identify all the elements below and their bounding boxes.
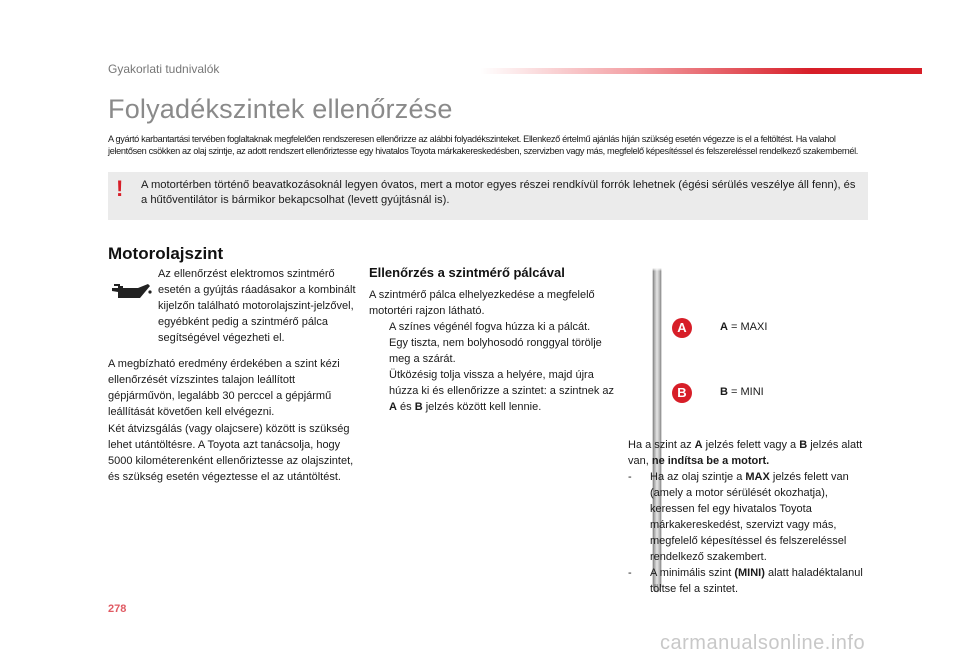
marker-b-badge: B — [672, 383, 692, 403]
level-instructions — [628, 437, 864, 597]
list-item — [369, 335, 619, 367]
motor-paragraph-2: A megbízható eredmény érdekében a szint kézi ellenőrzését vízszintes talajon leállított gépjárművön, legalább 30 perccel a gépjármű leállítását követően kell elvégezni. — [108, 358, 340, 418]
bullet-mark — [369, 367, 389, 415]
warning-text: A motortérben történő beavatkozásoknál legyen óvatos, mert a motor egyes részei rendkívül forrók lehetnek (égési sérülés veszélye áll fenn), és a hűtőventilátor is bármikor bekapcsolhat (levett gyújtásnál is). — [141, 179, 856, 206]
list-item — [628, 469, 864, 565]
section-label: Gyakorlati tudnivalók — [108, 62, 220, 76]
header-accent-bar — [480, 68, 922, 74]
dash-mark: - — [628, 567, 632, 579]
bullet-mark — [369, 335, 389, 367]
step-text: Egy tiszta, nem bolyhosodó ronggyal törölje meg a szárát. — [389, 337, 602, 365]
item-text: Ha az olaj szintje a MAX jelzés felett van (amely a motor sérülését okozhatja), keressen fel egy hivatalos Toyota márkakereskedést, szervizt vagy más, megfelelő képesítéssel és felszereléssel rendelkező szakembert. — [650, 471, 849, 563]
marker-b-label: B = MINI — [720, 386, 764, 398]
motor-paragraph-3: Két átvizsgálás (vagy olajcsere) között is szükség lehet utántöltésre. A Toyota azt tanácsolja, hogy 5000 kilométerenként ellenőriztesse az olajszintet, és szükség esetén végeztesse el az utántöltést. — [108, 423, 354, 483]
page-number: 278 — [108, 603, 127, 615]
marker-a-badge: A — [672, 318, 692, 338]
list-item — [369, 319, 619, 335]
dipstick-check-heading: Ellenőrzés a szintmérő pálcával — [369, 265, 565, 280]
warning-icon: ! — [116, 176, 124, 201]
dash-mark: - — [628, 471, 632, 483]
item-text: A minimális szint (MINI) alatt haladéktalanul töltse fel a szintet. — [650, 567, 863, 595]
dipstick-intro: A szintmérő pálca elhelyezkedése a megfelelő motortéri rajzon látható. — [369, 289, 595, 317]
level-intro: Ha a szint az A jelzés felett vagy a B jelzés alatt van, ne indítsa be a motort. — [628, 439, 863, 467]
oil-can-icon — [108, 280, 152, 302]
motor-oil-heading: Motorolajszint — [108, 244, 224, 263]
bullet-mark — [369, 319, 389, 335]
step-text: Ütközésig tolja vissza a helyére, majd újra húzza ki és ellenőrizze a szintet: a szintnek az A és B jelzés között kell lennie. — [389, 369, 615, 413]
step-text: A színes végénél fogva húzza ki a pálcát. — [389, 321, 591, 333]
motor-paragraph-1: Az ellenőrzést elektromos szintmérő esetén a gyújtás ráadásakor a kombinált kijelzőn található motorolajszint-jelzővel, egyébként pedig a szintmérő pálca segítségével végezheti el. — [158, 268, 356, 344]
intro-paragraph: A gyártó karbantartási tervében foglaltaknak megfelelően rendszeresen ellenőrizze az alábbi folyadékszinteket. Ellenkező értelmű ajánlás híján szükség esetén végezze is el a feltöltést. Ha valahol jelentősen csökken az olaj szintje, az adott rendszert ellenőriztesse egy hivatalos Toyota márkakereskedésben, szervizben vagy más, megfelelő képesítéssel és felszereléssel rendelkező szakembernél. — [108, 134, 859, 156]
dipstick-check-body — [369, 287, 619, 415]
page-title: Folyadékszintek ellenőrzése — [108, 94, 453, 124]
marker-a-label: A = MAXI — [720, 321, 768, 333]
watermark: carmanualsonline.info — [660, 632, 866, 654]
list-item — [628, 565, 864, 597]
list-item — [369, 367, 619, 415]
